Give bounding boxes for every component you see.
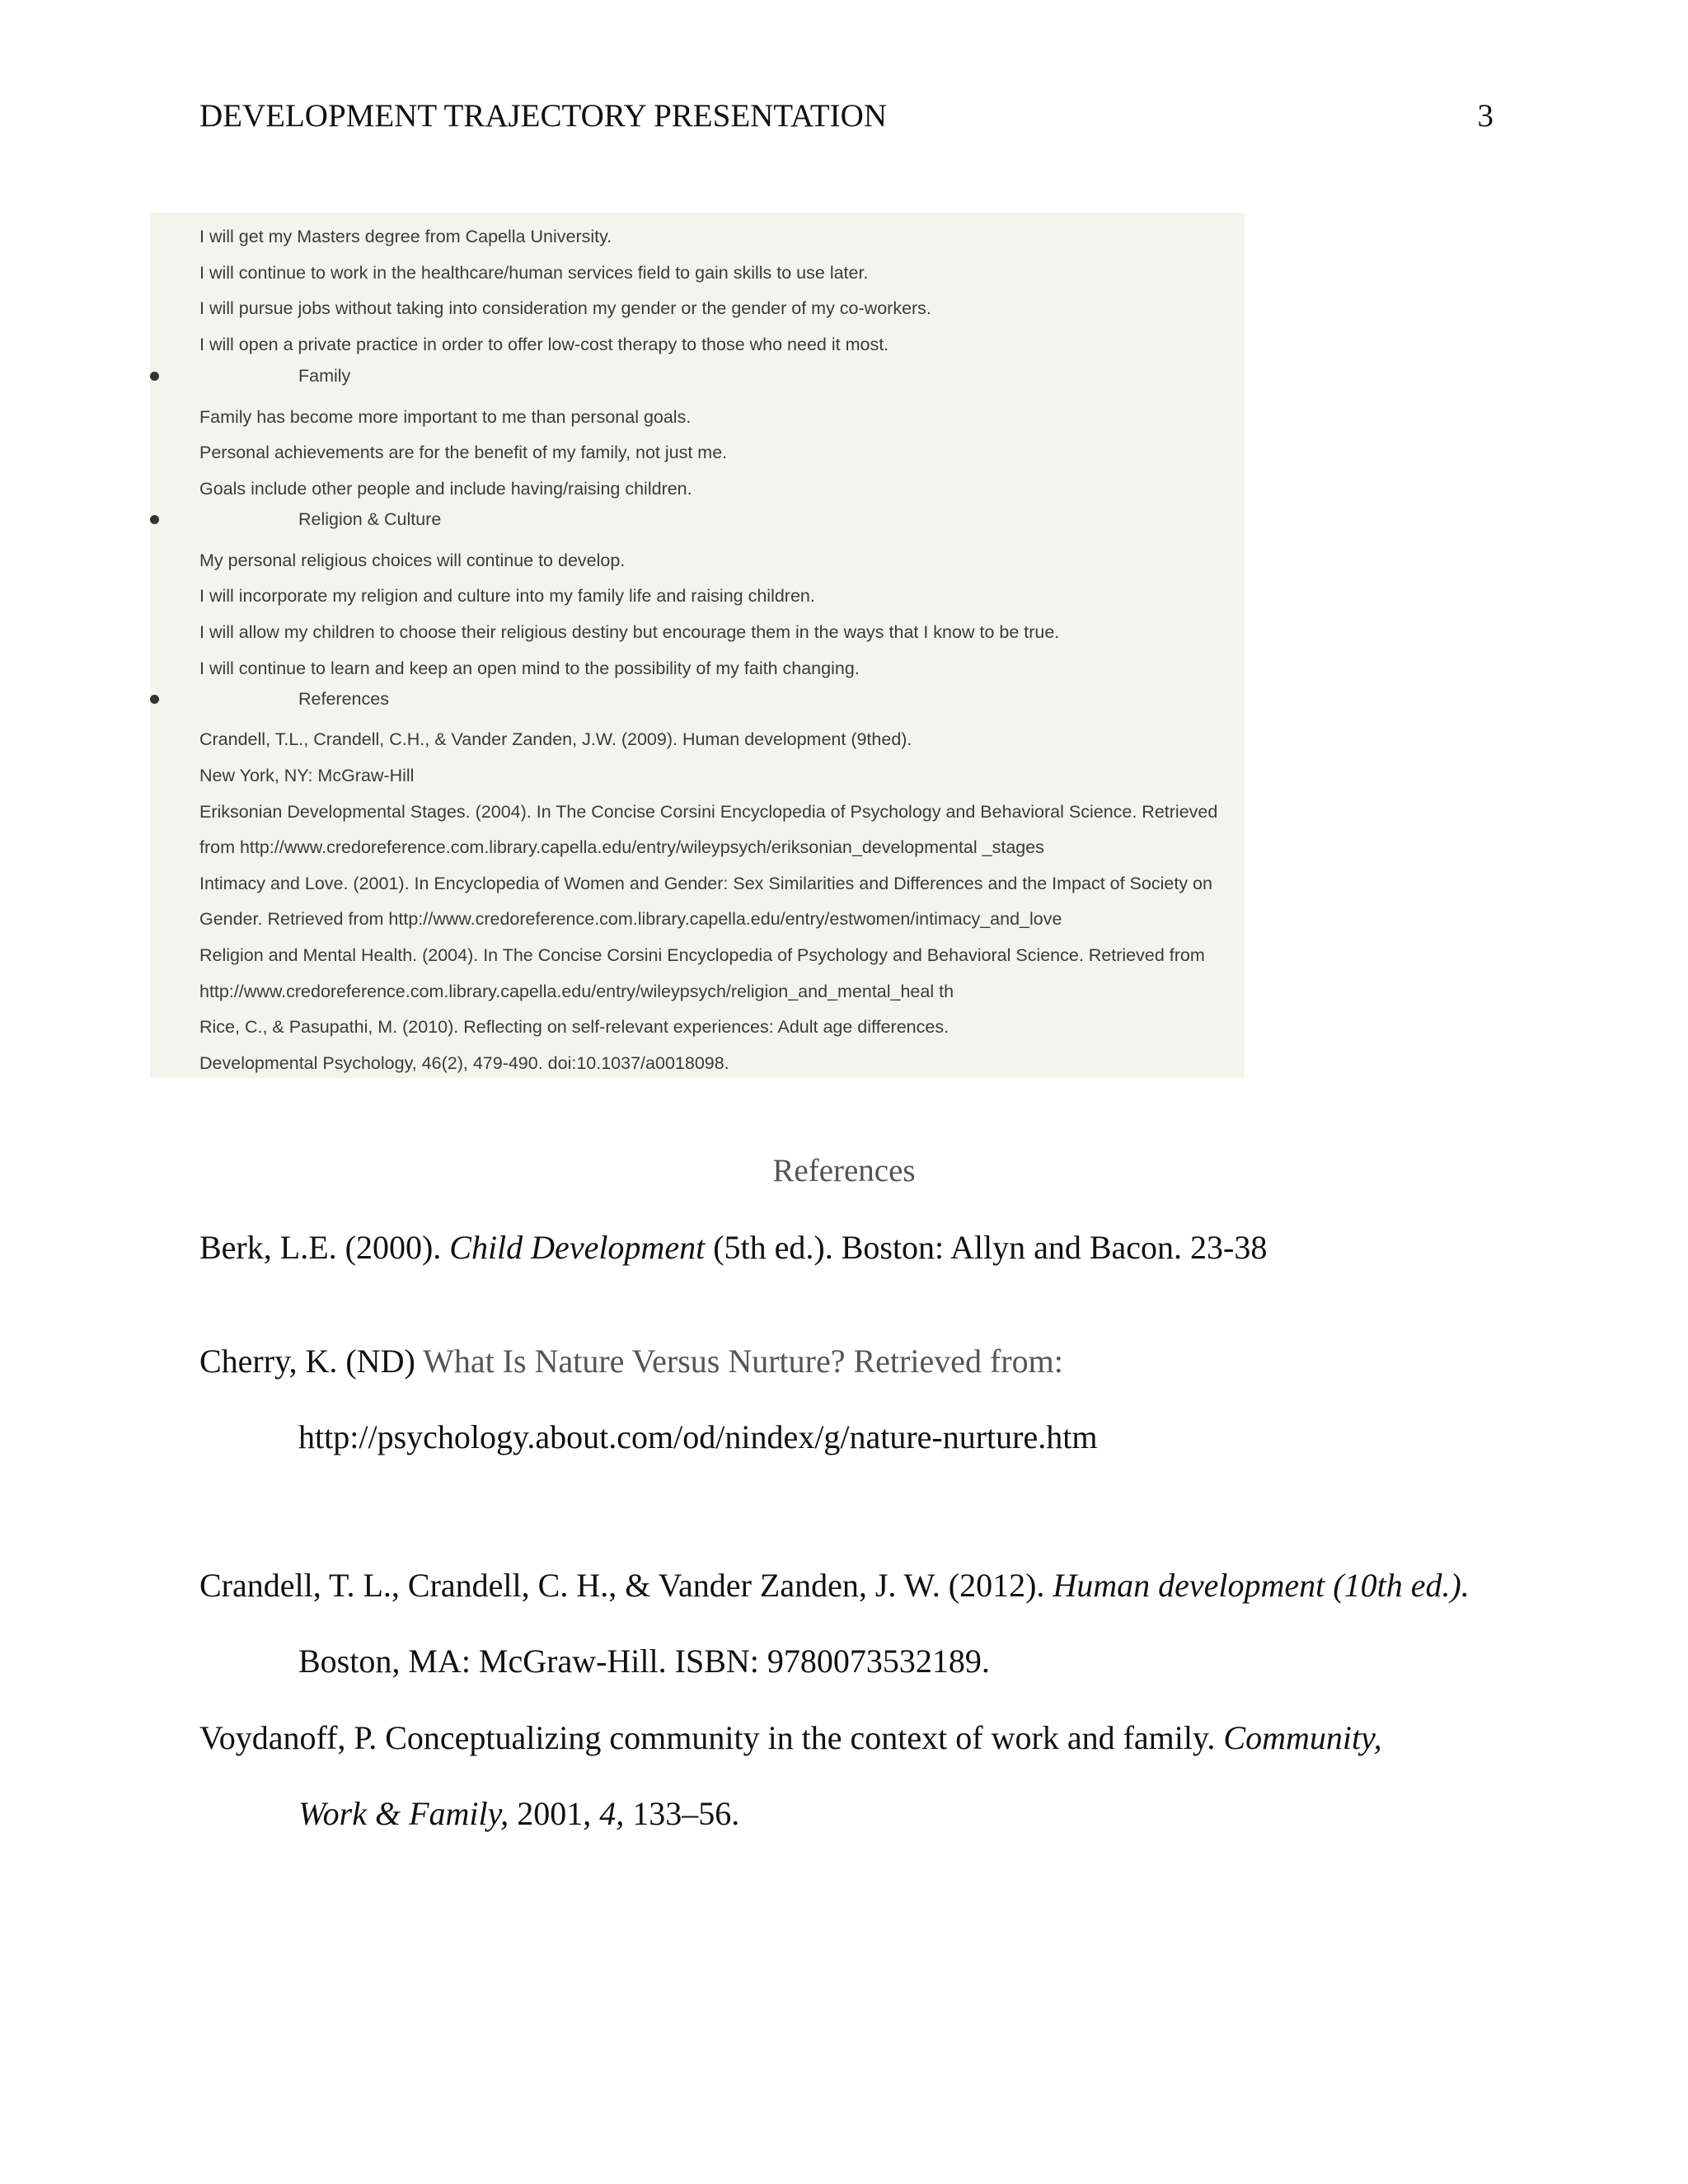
- slide-reference-line: Religion and Mental Health. (2004). In The Concise Corsini Encyclopedia of Psychology and Behavioral Science. Retrieved from: [199, 945, 1205, 965]
- goal-line: I will pursue jobs without taking into consideration my gender or the gender of my co-workers.: [199, 298, 931, 318]
- slide-reference-line: Rice, C., & Pasupathi, M. (2010). Reflecting on self-relevant experiences: Adult age differences.: [199, 1017, 950, 1037]
- reference-text: Voydanoff, P. Conceptualizing community in the context of work and family.: [199, 1719, 1224, 1756]
- religion-line: I will incorporate my religion and culture into my family life and raising children.: [199, 586, 815, 606]
- bullet-icon: [150, 515, 159, 524]
- reference-crandell: [199, 1566, 1470, 1605]
- family-line: Personal achievements are for the benefit of my family, not just me.: [199, 443, 728, 462]
- reference-crandell-line2: Boston, MA: McGraw-Hill. ISBN: 9780073532189.: [298, 1643, 990, 1680]
- slide-reference-line: from http://www.credoreference.com.library.capella.edu/entry/wileypsych/eriksonian_developmental _stages: [199, 837, 1044, 857]
- goal-line: I will get my Masters degree from Capella University.: [199, 227, 612, 246]
- religion-heading: Religion & Culture: [298, 509, 442, 529]
- slide-reference-line: Gender. Retrieved from http://www.credoreference.com.library.capella.edu/entry/estwomen/intimacy_and_love: [199, 909, 1062, 929]
- reference-cherry: [199, 1342, 1063, 1380]
- reference-title: Child Development: [449, 1229, 706, 1266]
- slide-reference-line: Developmental Psychology, 46(2), 479-490. doi:10.1037/a0018098.: [199, 1053, 729, 1073]
- religion-line: My personal religious choices will continue to develop.: [199, 551, 626, 570]
- references-title: References: [772, 1153, 916, 1188]
- slide-reference-line: Intimacy and Love. (2001). In Encyclopedia of Women and Gender: Sex Similarities and Differences and the Impact of Society on: [199, 874, 1212, 893]
- reference-voydanoff: [199, 1718, 1382, 1757]
- reference-text: Cherry, K. (ND): [199, 1343, 424, 1380]
- reference-berk: [199, 1228, 1267, 1267]
- reference-voydanoff-line2: [298, 1794, 739, 1833]
- family-line: Family has become more important to me than personal goals.: [199, 407, 692, 427]
- family-heading: Family: [298, 366, 351, 386]
- slide-reference-line: Crandell, T.L., Crandell, C.H., & Vander Zanden, J.W. (2009). Human development (9thed).: [199, 729, 912, 749]
- religion-line: I will continue to learn and keep an open mind to the possibility of my faith changing.: [199, 658, 860, 678]
- reference-journal: Work & Family,: [298, 1795, 509, 1832]
- slide-reference-line: Eriksonian Developmental Stages. (2004). In The Concise Corsini Encyclopedia of Psychology and Behavioral Science. Retrieved: [199, 802, 1218, 822]
- running-head: DEVELOPMENT TRAJECTORY PRESENTATION: [199, 98, 887, 134]
- slide-references-heading: References: [298, 689, 389, 709]
- reference-text: Berk, L.E. (2000).: [199, 1229, 450, 1266]
- reference-text: 133–56.: [624, 1795, 740, 1832]
- reference-title: Human development (10th ed.).: [1053, 1567, 1470, 1604]
- reference-journal: Community,: [1223, 1719, 1382, 1756]
- family-line: Goals include other people and include having/raising children.: [199, 479, 692, 499]
- bullet-icon: [150, 695, 159, 704]
- reference-text: 2001,: [509, 1795, 600, 1832]
- reference-cherry-url: http://psychology.about.com/od/nindex/g/nature-nurture.htm: [298, 1418, 1098, 1455]
- religion-line: I will allow my children to choose their religious destiny but encourage them in the ways that I know to be true.: [199, 622, 1060, 642]
- reference-title: What Is Nature Versus Nurture? Retrieved from:: [423, 1343, 1063, 1380]
- slide-content-block: [150, 213, 1245, 1078]
- reference-text: (5th ed.). Boston: Allyn and Bacon. 23-38: [705, 1229, 1268, 1266]
- bullet-icon: [150, 372, 159, 381]
- slide-reference-line: http://www.credoreference.com.library.capella.edu/entry/wileypsych/religion_and_mental_heal th: [199, 982, 954, 1001]
- slide-reference-line: New York, NY: McGraw-Hill: [199, 766, 415, 785]
- goal-line: I will open a private practice in order to offer low-cost therapy to those who need it most.: [199, 335, 889, 354]
- page-number: 3: [1477, 98, 1493, 134]
- goal-line: I will continue to work in the healthcare/human services field to gain skills to use later.: [199, 263, 869, 283]
- reference-volume: 4,: [599, 1795, 625, 1832]
- reference-text: Crandell, T. L., Crandell, C. H., & Vander Zanden, J. W. (2012).: [199, 1567, 1053, 1604]
